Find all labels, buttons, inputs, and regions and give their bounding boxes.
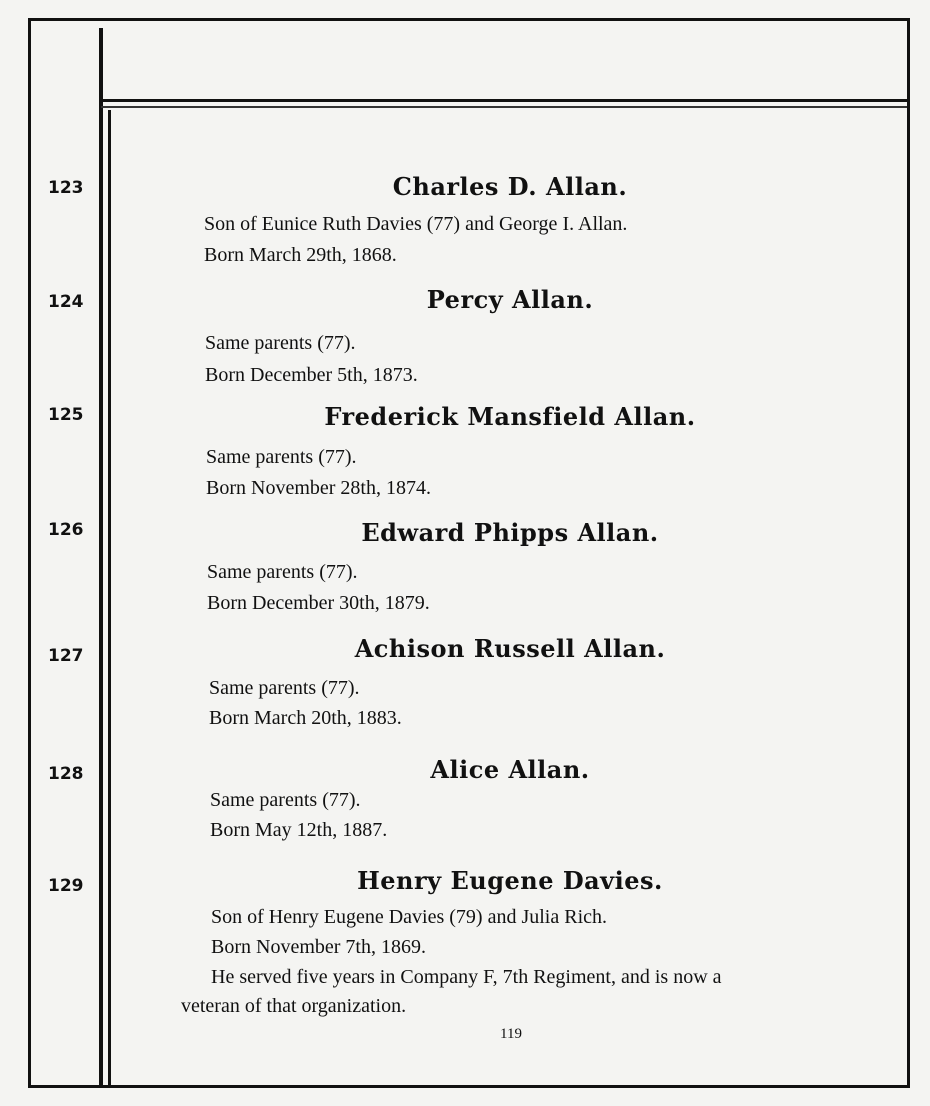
entry-line: Son of Eunice Ruth Davies (77) and George I. Allan. [204, 213, 628, 235]
margin-rule-inner [108, 110, 111, 1088]
entry-line: Born May 12th, 1887. [210, 819, 388, 841]
entry-line: Born November 7th, 1869. [211, 936, 426, 958]
entry-number: 129 [48, 876, 84, 896]
entry-number: 123 [48, 178, 84, 198]
entry-number: 126 [48, 520, 84, 540]
entry-line: Same parents (77). [207, 561, 358, 583]
entry-number: 127 [48, 646, 84, 666]
entry-line: Son of Henry Eugene Davies (79) and Julia Rich. [211, 906, 608, 928]
header-rule [101, 99, 907, 102]
entry-line: Same parents (77). [209, 677, 360, 699]
entry-number: 125 [48, 405, 84, 425]
entry-line: He served five years in Company F, 7th Regiment, and is now a [211, 966, 722, 988]
margin-rule [99, 28, 103, 1088]
entry-line: Born November 28th, 1874. [206, 477, 431, 499]
entry-name: Henry Eugene Davies. [357, 866, 663, 895]
entry-name: Frederick Mansfield Allan. [324, 402, 696, 431]
entry-line: Born March 29th, 1868. [204, 244, 397, 266]
entry-line: Same parents (77). [210, 789, 361, 811]
page-number: 119 [500, 1026, 522, 1042]
entry-line: veteran of that organization. [181, 995, 407, 1017]
entry-line: Same parents (77). [205, 332, 356, 354]
entry-number: 128 [48, 764, 84, 784]
entry-line: Same parents (77). [206, 446, 357, 468]
entry-line: Born December 5th, 1873. [205, 364, 418, 386]
header-rule-inner [101, 106, 907, 108]
entry-name: Alice Allan. [430, 755, 590, 784]
entry-line: Born March 20th, 1883. [209, 707, 402, 729]
entry-name: Charles D. Allan. [392, 172, 628, 201]
entry-name: Edward Phipps Allan. [361, 518, 659, 547]
entry-name: Achison Russell Allan. [354, 634, 666, 663]
entry-number: 124 [48, 292, 84, 312]
entry-line: Born December 30th, 1879. [207, 592, 430, 614]
entry-name: Percy Allan. [426, 285, 594, 314]
